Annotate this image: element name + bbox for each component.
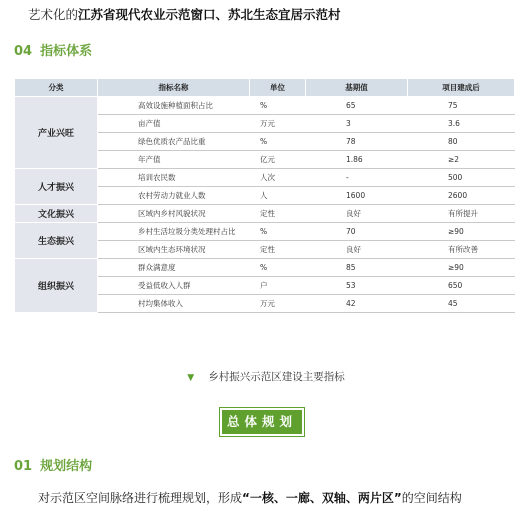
unit-cell: 户 <box>250 277 306 295</box>
indicator-name-cell: 年产值 <box>98 151 250 169</box>
target-value-cell: 有所提升 <box>408 205 515 223</box>
target-value-cell: 有所改善 <box>408 241 515 259</box>
column-header: 单位 <box>250 79 306 97</box>
indicator-name-cell: 亩产值 <box>98 115 250 133</box>
section-title: 规划结构 <box>40 459 93 474</box>
base-value-cell: 良好 <box>306 241 408 259</box>
table-row <box>15 97 515 115</box>
indicator-name-cell: 群众满意度 <box>98 259 250 277</box>
section-title: 指标体系 <box>40 44 93 59</box>
paragraph-prefix: 对示范区空间脉络进行梳理规划，形成 <box>38 491 243 505</box>
base-value-cell: 1600 <box>306 187 408 205</box>
unit-cell: 人次 <box>250 169 306 187</box>
category-cell: 组织振兴 <box>15 259 98 313</box>
indicator-name-cell: 农村劳动力就业人数 <box>98 187 250 205</box>
unit-cell: % <box>250 259 306 277</box>
intro-line <box>28 5 341 23</box>
category-cell: 生态振兴 <box>15 223 98 259</box>
table-row <box>15 223 515 241</box>
unit-cell: % <box>250 223 306 241</box>
target-value-cell: ≥2 <box>408 151 515 169</box>
indicator-table <box>14 78 515 313</box>
category-cell: 人才振兴 <box>15 169 98 205</box>
structure-paragraph <box>38 489 462 506</box>
base-value-cell: 53 <box>306 277 408 295</box>
target-value-cell: 45 <box>408 295 515 313</box>
base-value-cell: 良好 <box>306 205 408 223</box>
target-value-cell: ≥90 <box>408 223 515 241</box>
base-value-cell: 42 <box>306 295 408 313</box>
base-value-cell: 78 <box>306 133 408 151</box>
indicator-name-cell: 绿色优质农产品比重 <box>98 133 250 151</box>
paragraph-bold: “一核、一廊、双轴、两片区” <box>242 491 402 505</box>
base-value-cell: 1.86 <box>306 151 408 169</box>
table-row <box>15 259 515 277</box>
base-value-cell: - <box>306 169 408 187</box>
target-value-cell: 75 <box>408 97 515 115</box>
column-header: 基期值 <box>306 79 408 97</box>
intro-bold: 江苏省现代农业示范窗口、苏北生态宜居示范村 <box>78 7 341 22</box>
indicator-name-cell: 受益低收入人群 <box>98 277 250 295</box>
section-number: 04 <box>14 44 33 59</box>
unit-cell: 万元 <box>250 115 306 133</box>
indicator-name-cell: 培训农民数 <box>98 169 250 187</box>
base-value-cell: 3 <box>306 115 408 133</box>
target-value-cell: 3.6 <box>408 115 515 133</box>
target-value-cell: ≥90 <box>408 259 515 277</box>
indicator-name-cell: 乡村生活垃圾分类处理村占比 <box>98 223 250 241</box>
unit-cell: 定性 <box>250 241 306 259</box>
target-value-cell: 650 <box>408 277 515 295</box>
indicator-name-cell: 区域内生态环境状况 <box>98 241 250 259</box>
table-row <box>15 169 515 187</box>
base-value-cell: 85 <box>306 259 408 277</box>
target-value-cell: 500 <box>408 169 515 187</box>
column-header: 分类 <box>15 79 98 97</box>
unit-cell: % <box>250 133 306 151</box>
unit-cell: 定性 <box>250 205 306 223</box>
section-heading-structure <box>14 455 92 474</box>
column-header: 指标名称 <box>98 79 250 97</box>
table-header-row <box>15 79 515 97</box>
base-value-cell: 70 <box>306 223 408 241</box>
target-value-cell: 2600 <box>408 187 515 205</box>
section-number: 01 <box>14 459 33 474</box>
unit-cell: 亿元 <box>250 151 306 169</box>
section-banner: 总体规划 <box>222 410 302 434</box>
table-row <box>15 205 515 223</box>
category-cell: 产业兴旺 <box>15 97 98 169</box>
unit-cell: 万元 <box>250 295 306 313</box>
indicator-name-cell: 高效设施种植面积占比 <box>98 97 250 115</box>
category-cell: 文化振兴 <box>15 205 98 223</box>
unit-cell: 人 <box>250 187 306 205</box>
column-header: 项目建成后 <box>408 79 515 97</box>
intro-prefix: 艺术化的 <box>28 7 79 22</box>
paragraph-suffix: 的空间结构 <box>401 491 462 505</box>
section-heading-indicators <box>14 40 92 59</box>
triangle-down-icon: ▼ <box>187 373 195 383</box>
base-value-cell: 65 <box>306 97 408 115</box>
target-value-cell: 80 <box>408 133 515 151</box>
indicator-name-cell: 村均集体收入 <box>98 295 250 313</box>
caption-text: 乡村振兴示范区建设主要指标 <box>208 371 345 383</box>
indicator-name-cell: 区域内乡村风貌状况 <box>98 205 250 223</box>
table-caption <box>0 369 532 384</box>
unit-cell: % <box>250 97 306 115</box>
